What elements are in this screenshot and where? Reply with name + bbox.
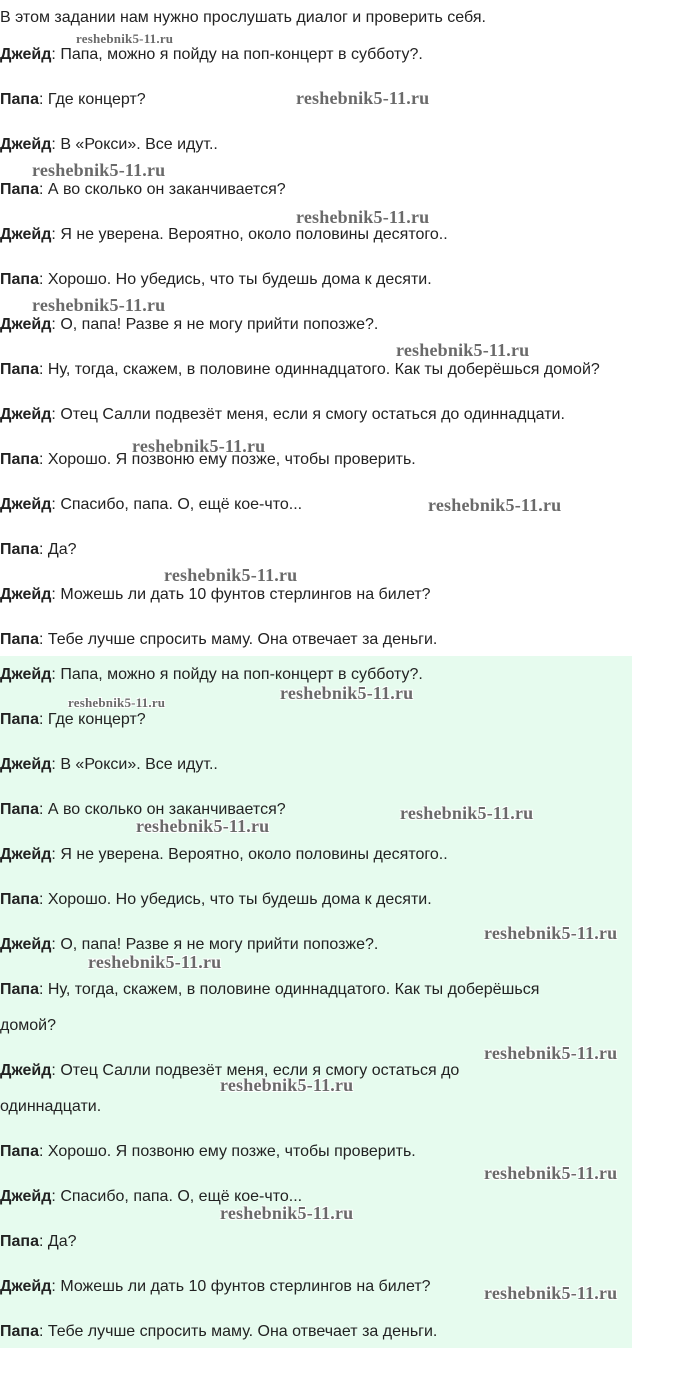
line-text: Отец Салли подвезёт меня, если я смогу остаться до одиннадцати. [60,406,565,423]
watermark: reshebnik5-11.ru [484,1043,618,1063]
line-text: Можешь ли дать 10 фунтов стерлингов на билет? [60,586,431,603]
speaker-name: Папа [0,451,39,468]
dialog-line: Джейд: Отец Салли подвезёт меня, если я смогу остаться до [0,1062,460,1079]
dialog-line: Папа: Хорошо. Я позвоню ему позже, чтобы проверить. [0,1143,416,1160]
dialog-line: Джейд: Я не уверена. Вероятно, около половины десятого.. [0,226,448,243]
dialog-line: Папа: Ну, тогда, скажем, в половине одиннадцатого. Как ты доберёшься домой? [0,361,600,378]
speaker-name: Джейд [0,1188,52,1205]
speaker-name: Папа [0,1233,39,1250]
dialog-line: Папа: Хорошо. Я позвоню ему позже, чтобы проверить. [0,451,416,468]
watermark: reshebnik5-11.ru [136,816,270,836]
speaker-name: Папа [0,801,39,818]
speaker-name: Джейд [0,316,52,333]
watermark: reshebnik5-11.ru [88,952,222,972]
dialog-line: Джейд: Отец Салли подвезёт меня, если я смогу остаться до одиннадцати. [0,406,565,423]
watermark: reshebnik5-11.ru [32,160,166,180]
speaker-name: Джейд [0,936,52,953]
watermark: reshebnik5-11.ru [68,695,166,710]
line-text: Я не уверена. Вероятно, около половины десятого.. [60,846,448,863]
intro-text: В этом задании нам нужно прослушать диалог и проверить себя. [0,9,486,26]
dialog-line: Джейд: Можешь ли дать 10 фунтов стерлингов на билет? [0,1278,431,1295]
line-text: Хорошо. Я позвоню ему позже, чтобы проверить. [47,1143,416,1160]
watermark: reshebnik5-11.ru [32,295,166,315]
dialog-line: Джейд: Папа, можно я пойду на поп-концерт в субботу?. [0,46,423,63]
line-text: А во сколько он заканчивается? [47,181,286,198]
dialog-line: Джейд: Папа, можно я пойду на поп-концерт в субботу?. [0,666,423,683]
watermark: reshebnik5-11.ru [484,1283,618,1303]
dialog-line: Папа: Где концерт? [0,711,146,728]
dialog-line-continuation: домой? [0,1017,56,1034]
dialog-line: Джейд: О, папа! Разве я не могу прийти попозже?. [0,936,379,953]
speaker-name: Джейд [0,496,52,513]
speaker-name: Джейд [0,666,52,683]
watermark: reshebnik5-11.ru [400,803,534,823]
watermark: reshebnik5-11.ru [484,923,618,943]
line-text: Где концерт? [47,91,146,108]
line-text: Папа, можно я пойду на поп-концерт в субботу?. [60,46,423,63]
watermark: reshebnik5-11.ru [428,495,562,515]
dialog-line: Джейд: В «Рокси». Все идут.. [0,756,218,773]
speaker-name: Папа [0,91,39,108]
watermark: reshebnik5-11.ru [164,565,298,585]
watermark: reshebnik5-11.ru [220,1075,354,1095]
line-text: О, папа! Разве я не могу прийти попозже?. [60,316,379,333]
dialog-line: Папа: Хорошо. Но убедись, что ты будешь дома к десяти. [0,271,432,288]
line-text: Хорошо. Но убедись, что ты будешь дома к десяти. [47,271,432,288]
dialog-line: Папа: А во сколько он заканчивается? [0,181,286,198]
line-text: В «Рокси». Все идут.. [60,756,218,773]
dialog-line: Папа: Хорошо. Но убедись, что ты будешь дома к десяти. [0,891,432,908]
watermark: reshebnik5-11.ru [76,31,174,46]
dialog-line: Джейд: В «Рокси». Все идут.. [0,136,218,153]
dialog-line: Джейд: Спасибо, папа. О, ещё кое-что... [0,496,303,513]
line-text: Спасибо, папа. О, ещё кое-что... [60,496,303,513]
speaker-name: Джейд [0,46,52,63]
speaker-name: Джейд [0,1278,52,1295]
line-text: Можешь ли дать 10 фунтов стерлингов на билет? [60,1278,431,1295]
dialog-line: Джейд: Спасибо, папа. О, ещё кое-что... [0,1188,303,1205]
speaker-name: Джейд [0,406,52,423]
watermark: reshebnik5-11.ru [484,1163,618,1183]
line-text: Хорошо. Я позвоню ему позже, чтобы проверить. [47,451,416,468]
line-text: О, папа! Разве я не могу прийти попозже?. [60,936,379,953]
speaker-name: Папа [0,711,39,728]
line-text: Ну, тогда, скажем, в половине одиннадцатого. Как ты доберёшься домой? [47,361,600,378]
dialog-line: Папа: А во сколько он заканчивается? [0,801,286,818]
speaker-name: Папа [0,181,39,198]
line-text: В «Рокси». Все идут.. [60,136,218,153]
watermark: reshebnik5-11.ru [296,207,430,227]
speaker-name: Папа [0,541,39,558]
dialog-line: Папа: Да? [0,541,77,558]
line-text: Спасибо, папа. О, ещё кое-что... [60,1188,303,1205]
speaker-name: Папа [0,981,39,998]
line-text: Я не уверена. Вероятно, около половины десятого.. [60,226,448,243]
line-text: Тебе лучше спросить маму. Она отвечает за деньги. [47,631,438,648]
speaker-name: Джейд [0,136,52,153]
dialog-line: Папа: Тебе лучше спросить маму. Она отвечает за деньги. [0,631,438,648]
speaker-name: Папа [0,361,39,378]
dialog-line: Джейд: О, папа! Разве я не могу прийти попозже?. [0,316,379,333]
speaker-name: Папа [0,891,39,908]
speaker-name: Папа [0,271,39,288]
watermark: reshebnik5-11.ru [396,340,530,360]
speaker-name: Папа [0,1143,39,1160]
dialog-line-continuation: одиннадцати. [0,1098,102,1115]
line-text: Папа, можно я пойду на поп-концерт в субботу?. [60,666,423,683]
dialog-line: Папа: Ну, тогда, скажем, в половине одиннадцатого. Как ты доберёшься [0,981,540,998]
speaker-name: Джейд [0,1062,52,1079]
speaker-name: Папа [0,1323,39,1340]
line-text: Да? [47,541,77,558]
dialog-line: Джейд: Можешь ли дать 10 фунтов стерлингов на билет? [0,586,431,603]
line-text: Тебе лучше спросить маму. Она отвечает за деньги. [47,1323,438,1340]
line-text: Хорошо. Но убедись, что ты будешь дома к десяти. [47,891,432,908]
line-text: Где концерт? [47,711,146,728]
line-text: Отец Салли подвезёт меня, если я смогу остаться до [60,1062,460,1079]
watermark: reshebnik5-11.ru [296,88,430,108]
line-text: Ну, тогда, скажем, в половине одиннадцатого. Как ты доберёшься [47,981,540,998]
dialog-line: Папа: Где концерт? [0,91,146,108]
dialog-line: Папа: Тебе лучше спросить маму. Она отвечает за деньги. [0,1323,438,1340]
speaker-name: Джейд [0,586,52,603]
line-text: А во сколько он заканчивается? [47,801,286,818]
dialog-line: Папа: Да? [0,1233,77,1250]
speaker-name: Папа [0,631,39,648]
watermark: reshebnik5-11.ru [132,436,266,456]
watermark: reshebnik5-11.ru [220,1203,354,1223]
watermark: reshebnik5-11.ru [280,683,414,703]
speaker-name: Джейд [0,846,52,863]
dialog-line: Джейд: Я не уверена. Вероятно, около половины десятого.. [0,846,448,863]
speaker-name: Джейд [0,756,52,773]
line-text: Да? [47,1233,77,1250]
speaker-name: Джейд [0,226,52,243]
